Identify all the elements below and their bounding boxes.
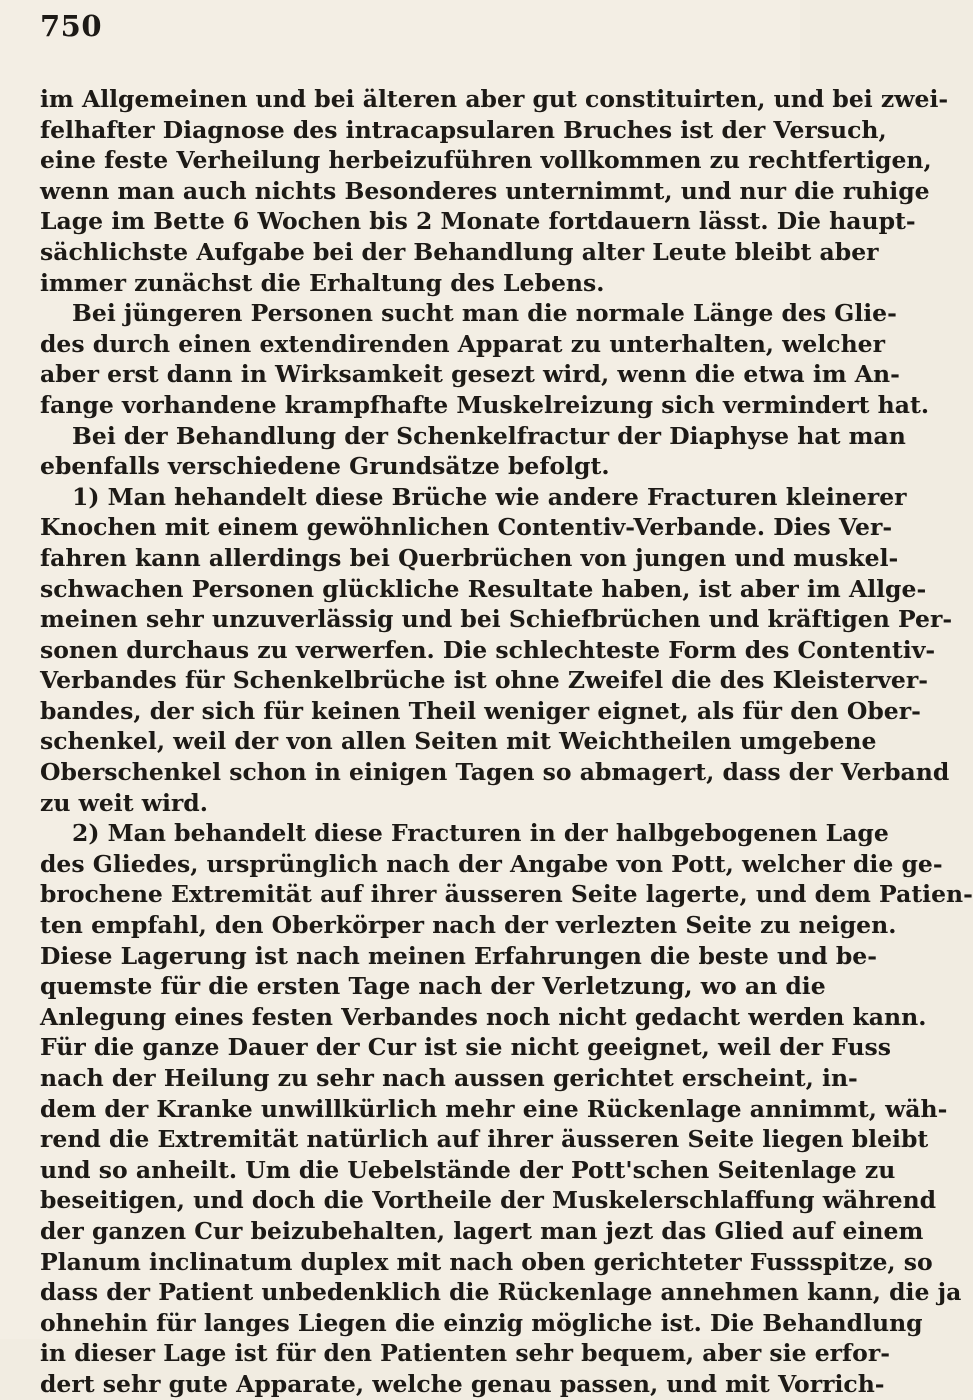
text-line: des Gliedes, ursprünglich nach der Angabe von Pott, welcher die ge- xyxy=(40,849,943,878)
text-line: fahren kann allerdings bei Querbrüchen von jungen und muskel- xyxy=(40,543,899,572)
text-line: in dieser Lage ist für den Patienten sehr bequem, aber sie erfor- xyxy=(40,1339,890,1368)
text-line: nach der Heilung zu sehr nach aussen gerichtet erscheint, in- xyxy=(40,1064,858,1092)
text-line: Für die ganze Dauer der Cur ist sie nicht geeignet, weil der Fuss xyxy=(40,1033,891,1062)
text-line: Bei jüngeren Personen sucht man die normale Länge des Glie- xyxy=(72,299,897,328)
text-line: zu weit wird. xyxy=(40,788,208,817)
text-line: dert sehr gute Apparate, welche genau passen, und mit Vorrich- xyxy=(40,1369,885,1398)
text-line: ohnehin für langes Liegen die einzig mögliche ist. Die Behandlung xyxy=(40,1308,923,1337)
text-line: Bei der Behandlung der Schenkelfractur der Diaphyse hat man xyxy=(72,421,906,450)
text-line: der ganzen Cur beizubehalten, lagert man jezt das Glied auf einem xyxy=(40,1216,924,1245)
text-line: schwachen Personen glückliche Resultate haben, ist aber im Allge- xyxy=(40,574,927,603)
text-line: rend die Extremität natürlich auf ihrer äusseren Seite liegen bleibt xyxy=(40,1125,929,1154)
text-line: ebenfalls verschiedene Grundsätze befolgt. xyxy=(40,452,610,481)
text-line: wenn man auch nichts Besonderes unternimmt, und nur die ruhige xyxy=(40,176,930,205)
text-line: Diese Lagerung ist nach meinen Erfahrungen die beste und be- xyxy=(40,941,877,970)
text-line: beseitigen, und doch die Vortheile der Muskelerschlaffung während xyxy=(40,1186,937,1215)
text-line: bandes, der sich für keinen Theil weniger eignet, als für den Ober- xyxy=(40,696,921,725)
text-line: brochene Extremität auf ihrer äusseren Seite lagerte, und dem Patien- xyxy=(40,880,973,909)
text-line: Oberschenkel schon in einigen Tagen so abmagert, dass der Verband xyxy=(40,758,950,787)
page-number: 750 xyxy=(40,9,103,43)
text-line: Lage im Bette 6 Wochen bis 2 Monate fortdauern lässt. Die haupt- xyxy=(40,207,916,236)
text-line: 2) Man behandelt diese Fracturen in der halbgebogenen Lage xyxy=(72,819,889,848)
body-text xyxy=(40,84,973,1400)
text-line: ten empfahl, den Oberkörper nach der verlezten Seite zu neigen. xyxy=(40,911,897,940)
text-line: Planum inclinatum duplex mit nach oben gerichteter Fussspitze, so xyxy=(40,1247,933,1276)
text-line: quemste für die ersten Tage nach der Verletzung, wo an die xyxy=(40,972,826,1001)
text-line: Anlegung eines festen Verbandes noch nicht gedacht werden kann. xyxy=(40,1002,927,1031)
text-line: schenkel, weil der von allen Seiten mit Weichtheilen umgebene xyxy=(40,727,877,756)
text-line: felhafter Diagnose des intracapsularen Bruches ist der Versuch, xyxy=(40,115,887,144)
text-line: sächlichste Aufgabe bei der Behandlung alter Leute bleibt aber xyxy=(40,237,879,266)
text-line: Knochen mit einem gewöhnlichen Contentiv-Verbande. Dies Ver- xyxy=(40,513,893,542)
text-line: des durch einen extendirenden Apparat zu unterhalten, welcher xyxy=(40,329,886,358)
text-line: fange vorhandene krampfhafte Muskelreizung sich vermindert hat. xyxy=(40,390,930,419)
text-line: dass der Patient unbedenklich die Rückenlage annehmen kann, die ja xyxy=(40,1278,962,1307)
text-line: aber erst dann in Wirksamkeit gesezt wird, wenn die etwa im An- xyxy=(40,360,900,389)
text-line: und so anheilt. Um die Uebelstände der Pott'schen Seitenlage zu xyxy=(40,1155,896,1184)
text-line: meinen sehr unzuverlässig und bei Schiefbrüchen und kräftigen Per- xyxy=(40,605,953,634)
text-line: Verbandes für Schenkelbrüche ist ohne Zweifel die des Kleisterver- xyxy=(40,666,928,695)
text-line: dem der Kranke unwillkürlich mehr eine Rückenlage annimmt, wäh- xyxy=(40,1094,948,1123)
text-line: 1) Man hehandelt diese Brüche wie andere Fracturen kleinerer xyxy=(72,482,907,511)
text-line: im Allgemeinen und bei älteren aber gut constituirten, und bei zwei- xyxy=(40,85,949,113)
text-line: eine feste Verheilung herbeizuführen vollkommen zu rechtfertigen, xyxy=(40,146,932,175)
text-line: immer zunächst die Erhaltung des Lebens. xyxy=(40,268,605,297)
text-line: sonen durchaus zu verwerfen. Die schlechteste Form des Contentiv- xyxy=(40,635,936,664)
